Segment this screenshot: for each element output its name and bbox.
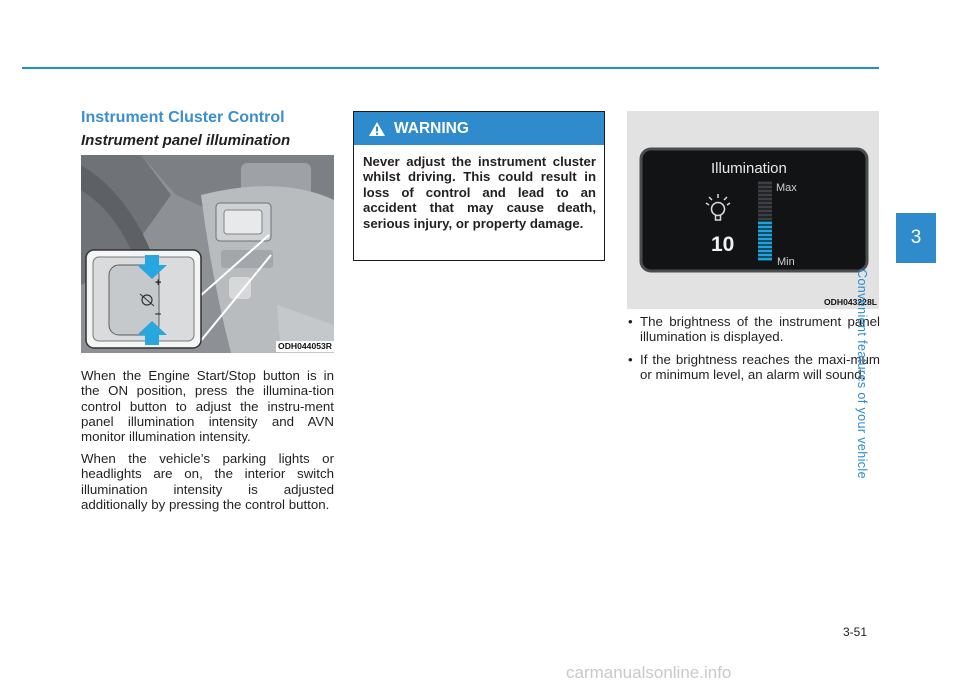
warning-box bbox=[353, 111, 605, 261]
level-segment bbox=[758, 182, 772, 185]
bullet-item: • The brightness of the instrument panel illumination is displayed. bbox=[626, 314, 880, 345]
section-title: Instrument Cluster Control bbox=[81, 109, 285, 126]
min-label: Min bbox=[777, 256, 795, 268]
watermark: carmanualsonline.info bbox=[566, 663, 732, 682]
level-segment bbox=[758, 234, 772, 237]
figure-code-left: ODH044053R bbox=[278, 341, 332, 351]
level-segment bbox=[758, 206, 772, 209]
level-segment bbox=[758, 214, 772, 217]
warning-header bbox=[354, 112, 604, 145]
level-segment bbox=[758, 250, 772, 253]
figure-illumination-button bbox=[81, 155, 334, 353]
subsection-title: Instrument panel illumination bbox=[81, 132, 291, 149]
level-segment bbox=[758, 254, 772, 257]
top-rule bbox=[22, 67, 879, 69]
cluster-display-illustration bbox=[627, 111, 879, 309]
level-segment bbox=[758, 246, 772, 249]
level-segment bbox=[758, 186, 772, 189]
warning-text: Never adjust the instrument cluster whilst driving. This could result in loss of control and lead to an accident that may cause death, serious injury, or property damage. bbox=[363, 154, 596, 231]
display-title: Illumination bbox=[711, 160, 787, 177]
level-segment bbox=[758, 198, 772, 201]
paragraph-switch-illumination: When the vehicle’s parking lights or headlights are on, the interior switch illumination intensity is adjusted additionally by pressing the control button. bbox=[81, 451, 334, 512]
level-segment bbox=[758, 218, 772, 221]
dashboard-illustration bbox=[81, 155, 334, 353]
bullet-item: • If the brightness reaches the maxi-mum or minimum level, an alarm will sound. bbox=[626, 352, 880, 383]
page-number: 3-51 bbox=[843, 625, 868, 639]
chapter-title: Convenient features of your vehicle bbox=[855, 269, 869, 479]
level-value: 10 bbox=[711, 233, 735, 256]
level-segment bbox=[758, 222, 772, 225]
level-segment bbox=[758, 238, 772, 241]
max-label: Max bbox=[776, 182, 797, 194]
figure-code-right: ODH043228L bbox=[823, 297, 877, 307]
warning-title: WARNING bbox=[394, 119, 469, 137]
level-segment bbox=[758, 226, 772, 229]
level-segment bbox=[758, 202, 772, 205]
minus-label: – bbox=[155, 308, 162, 320]
level-segment bbox=[758, 230, 772, 233]
level-segment bbox=[758, 190, 772, 193]
paragraph-illumination-control: When the Engine Start/Stop button is in the ON position, press the illumina-tion control button to adjust the instru-ment panel illumination intensity and AVN monitor illumination intensity. bbox=[81, 368, 334, 445]
warning-triangle-icon bbox=[368, 121, 386, 137]
figure-illumination-display bbox=[627, 111, 879, 309]
bullet-list bbox=[626, 314, 880, 389]
level-segment bbox=[758, 194, 772, 197]
level-segment bbox=[758, 258, 772, 261]
level-segment bbox=[758, 210, 772, 213]
level-segment bbox=[758, 242, 772, 245]
plus-label: + bbox=[155, 277, 162, 289]
chapter-tab: 3 bbox=[896, 213, 936, 263]
